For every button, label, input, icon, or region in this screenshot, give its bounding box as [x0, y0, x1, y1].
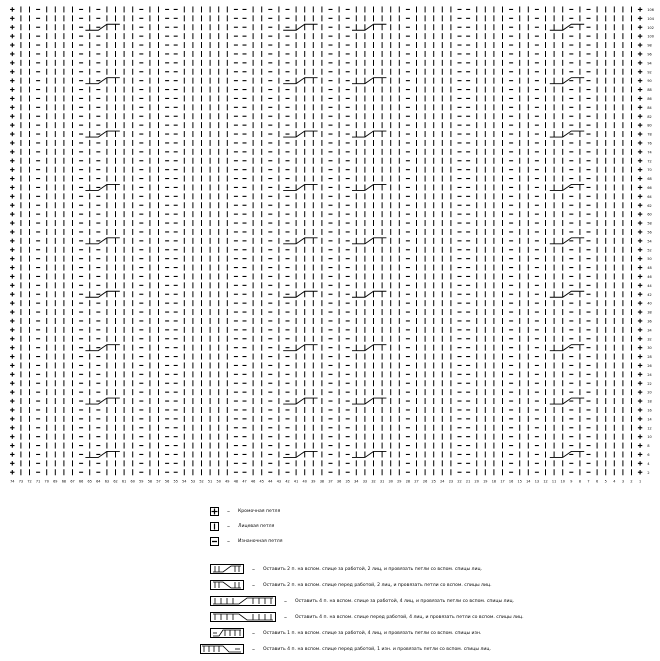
- row-number: 10: [647, 435, 652, 440]
- column-number: 27: [414, 479, 419, 484]
- column-number: 31: [379, 479, 385, 484]
- legend-text: Оставить 4 п. на вспом. спице перед работой, 1 изн. и провязать петли со вспом. спицы лиц.: [263, 646, 491, 652]
- column-number: 63: [104, 479, 110, 484]
- row-number: 82: [647, 114, 652, 119]
- column-number: 21: [465, 479, 471, 484]
- column-number: 73: [18, 479, 24, 484]
- row-number: 28: [647, 355, 652, 360]
- row-number: 88: [647, 88, 652, 93]
- column-number: 15: [517, 479, 522, 484]
- column-number: 24: [440, 479, 445, 484]
- column-number: 66: [78, 479, 84, 484]
- cable-cross: [352, 398, 386, 404]
- cable-4x4-front-icon: [210, 612, 276, 622]
- legend-item-cable-2x2-front: – Оставить 2 п. на вспом. спице перед работой, 2 лиц, и провязать петли со вспом. спицы лиц.: [210, 579, 492, 591]
- cable-cross: [85, 24, 119, 30]
- cable-cross: [550, 345, 584, 351]
- column-number: 13: [534, 479, 540, 484]
- row-number: 16: [647, 408, 652, 413]
- row-number: 26: [647, 363, 652, 368]
- column-number: 41: [293, 479, 299, 484]
- column-number: 67: [70, 479, 75, 484]
- row-number: 18: [647, 399, 652, 404]
- column-number: 46: [250, 479, 256, 484]
- column-number: 26: [422, 479, 428, 484]
- column-number: 11: [551, 479, 557, 484]
- row-number: 44: [647, 283, 652, 288]
- legend-item-knit: – Лицевая петля: [210, 520, 274, 532]
- cable-cross: [550, 78, 584, 84]
- cable-cross: [550, 238, 584, 244]
- row-number: 74: [647, 150, 652, 155]
- legend-item-cable-4x4-back: – Оставить 4 п. на вспом. спице за работой, 4 лиц, и провязать петли со вспом. спицы лиц.: [210, 595, 514, 607]
- row-number: 4: [647, 461, 650, 466]
- column-number: 52: [199, 479, 204, 484]
- row-number: 56: [647, 230, 652, 235]
- column-number: 53: [190, 479, 196, 484]
- column-number: 39: [311, 479, 316, 484]
- row-number: 38: [647, 310, 652, 315]
- column-number: 14: [526, 479, 531, 484]
- row-number: 84: [647, 105, 652, 110]
- column-number: 54: [182, 479, 187, 484]
- cable-cross: [550, 184, 584, 190]
- row-number: 8: [647, 444, 650, 449]
- column-number: 20: [474, 479, 479, 484]
- column-number: 57: [156, 479, 161, 484]
- column-number: 4: [613, 479, 616, 484]
- column-number: 72: [27, 479, 32, 484]
- column-number: 2: [630, 479, 633, 484]
- legend-text: Оставить 4 п. на вспом. спице за работой, 4 лиц, и провязать петли со вспом. спицы лиц.: [295, 598, 515, 604]
- column-number: 17: [500, 479, 505, 484]
- column-number: 62: [113, 479, 118, 484]
- column-number: 28: [405, 479, 411, 484]
- column-number: 35: [345, 479, 350, 484]
- column-number: 29: [397, 479, 402, 484]
- cable-cross: [550, 398, 584, 404]
- cable-2x2-front-icon: [210, 580, 244, 590]
- cable-cross: [85, 131, 119, 137]
- row-number: 102: [647, 25, 654, 30]
- column-number: 65: [87, 479, 92, 484]
- column-number: 40: [302, 479, 307, 484]
- column-number: 33: [362, 479, 368, 484]
- cable-cross: [352, 451, 386, 457]
- row-number: 58: [647, 221, 652, 226]
- column-number: 70: [44, 479, 49, 484]
- column-number: 61: [121, 479, 127, 484]
- cable-cross: [85, 451, 119, 457]
- column-number: 38: [319, 479, 325, 484]
- chart-legend: [0, 495, 660, 661]
- row-number: 54: [647, 239, 652, 244]
- row-number: 14: [647, 417, 652, 422]
- column-number: 71: [35, 479, 41, 484]
- cable-cross: [352, 291, 386, 297]
- column-number: 47: [242, 479, 247, 484]
- column-number: 49: [225, 479, 230, 484]
- column-number: 34: [354, 479, 359, 484]
- row-number: 36: [647, 319, 652, 324]
- row-number: 106: [647, 7, 654, 12]
- row-number: 66: [647, 185, 652, 190]
- column-number: 5: [604, 479, 607, 484]
- column-number: 12: [543, 479, 548, 484]
- row-number: 60: [647, 212, 652, 217]
- legend-text: Оставить 2 п. на вспом. спице перед работой, 2 лиц, и провязать петли со вспом. спицы лиц.: [263, 582, 492, 588]
- legend-item-cable-2x2-back: – Оставить 2 п. на вспом. спице за работой, 2 лиц, и провязать петли со вспом. спицы лиц.: [210, 563, 482, 575]
- column-number: 43: [276, 479, 282, 484]
- cable-cross: [85, 184, 119, 190]
- column-number: 55: [173, 479, 178, 484]
- cable-cross: [550, 451, 584, 457]
- row-number: 12: [647, 426, 652, 431]
- column-number: 10: [560, 479, 565, 484]
- plus-icon: [210, 507, 219, 516]
- cable-cross: [85, 291, 119, 297]
- row-number: 34: [647, 328, 652, 333]
- legend-text: Изнаночная петля: [238, 538, 283, 544]
- cable-cross: [352, 345, 386, 351]
- cable-cross: [85, 78, 119, 84]
- row-number: 80: [647, 123, 652, 128]
- legend-item-cable-4x4-front: – Оставить 4 п. на вспом. спице перед работой, 4 лиц, и провязать петли со вспом. спицы лиц.: [210, 611, 524, 623]
- legend-item-purl: – Изнаночная петля: [210, 535, 282, 547]
- row-number: 40: [647, 301, 652, 306]
- row-number: 22: [647, 381, 652, 386]
- column-number: 44: [268, 479, 273, 484]
- column-number: 36: [336, 479, 342, 484]
- cable-cross: [352, 184, 386, 190]
- cable-cross: [550, 291, 584, 297]
- row-number: 24: [647, 372, 652, 377]
- column-number: 7: [587, 479, 590, 484]
- cable-cross: [352, 131, 386, 137]
- column-number: 32: [371, 479, 376, 484]
- cable-cross: [352, 78, 386, 84]
- column-number: 8: [578, 479, 581, 484]
- column-number: 74: [10, 479, 15, 484]
- row-number: 76: [647, 141, 652, 146]
- row-number: 62: [647, 203, 652, 208]
- row-number: 50: [647, 257, 652, 262]
- column-number: 37: [328, 479, 333, 484]
- legend-item-edge: – Кромочная петля: [210, 505, 280, 517]
- row-number: 30: [647, 346, 652, 351]
- cable-cross: [85, 238, 119, 244]
- legend-text: Оставить 2 п. на вспом. спице за работой, 2 лиц, и провязать петли со вспом. спицы лиц.: [263, 566, 483, 572]
- cable-cross: [85, 345, 119, 351]
- cable-4x4-back-icon: [210, 596, 276, 606]
- row-number: 42: [647, 292, 652, 297]
- column-number: 30: [388, 479, 393, 484]
- legend-text: Кромочная петля: [238, 508, 281, 514]
- knit-icon: [210, 522, 219, 531]
- legend-text: Оставить 4 п. на вспом. спице перед работой, 4 лиц, и провязать петли со вспом. спицы лиц.: [295, 614, 524, 620]
- row-number: 20: [647, 390, 652, 395]
- column-number: 19: [483, 479, 488, 484]
- row-number: 46: [647, 274, 652, 279]
- legend-text: Лицевая петля: [238, 523, 275, 529]
- column-number: 68: [61, 479, 67, 484]
- column-number: 64: [96, 479, 101, 484]
- purl-icon: [210, 537, 219, 546]
- column-number: 45: [259, 479, 264, 484]
- row-number: 52: [647, 248, 652, 253]
- row-number: 2: [647, 470, 650, 475]
- row-number: 64: [647, 194, 652, 199]
- column-number: 23: [448, 479, 454, 484]
- row-number: 6: [647, 452, 650, 457]
- row-number: 90: [647, 79, 652, 84]
- row-number: 78: [647, 132, 652, 137]
- column-number: 18: [491, 479, 497, 484]
- cable-cross: [550, 24, 584, 30]
- cable-cross: [550, 131, 584, 137]
- column-number: 16: [508, 479, 514, 484]
- legend-item-cable-4-1-back: – Оставить 1 п. на вспом. спице за работой, 4 лиц, и провязать петли со вспом. спицы изн.: [210, 627, 481, 639]
- row-number: 68: [647, 177, 652, 182]
- column-number: 25: [431, 479, 436, 484]
- row-number: 94: [647, 61, 652, 66]
- column-number: 42: [285, 479, 290, 484]
- row-number: 70: [647, 168, 652, 173]
- column-number: 48: [233, 479, 239, 484]
- row-number: 100: [647, 34, 654, 39]
- cable-cross: [352, 24, 386, 30]
- row-number: 48: [647, 266, 652, 271]
- column-number: 58: [147, 479, 153, 484]
- column-number: 22: [457, 479, 462, 484]
- column-number: 69: [53, 479, 58, 484]
- column-number: 60: [130, 479, 135, 484]
- row-number: 92: [647, 70, 652, 75]
- column-number: 9: [570, 479, 573, 484]
- cable-1-4-front-icon: [200, 644, 244, 654]
- cable-4-1-back-icon: [210, 628, 244, 638]
- column-number: 1: [639, 479, 642, 484]
- column-number: 51: [207, 479, 213, 484]
- legend-item-cable-1-4-front: – Оставить 4 п. на вспом. спице перед работой, 1 изн. и провязать петли со вспом. спицы лиц.: [200, 643, 491, 655]
- column-number: 59: [139, 479, 144, 484]
- cable-cross: [352, 238, 386, 244]
- column-number: 3: [621, 479, 624, 484]
- row-number: 96: [647, 52, 652, 57]
- row-number: 86: [647, 96, 652, 101]
- column-number: 50: [216, 479, 221, 484]
- row-number: 98: [647, 43, 652, 48]
- row-number: 72: [647, 159, 652, 164]
- column-number: 56: [164, 479, 170, 484]
- cable-cross: [85, 398, 119, 404]
- row-number: 104: [647, 16, 654, 21]
- row-number: 32: [647, 337, 652, 342]
- legend-text: Оставить 1 п. на вспом. спице за работой, 4 лиц, и провязать петли со вспом. спицы изн.: [263, 630, 482, 636]
- cable-2x2-back-icon: [210, 564, 244, 574]
- column-number: 6: [596, 479, 599, 484]
